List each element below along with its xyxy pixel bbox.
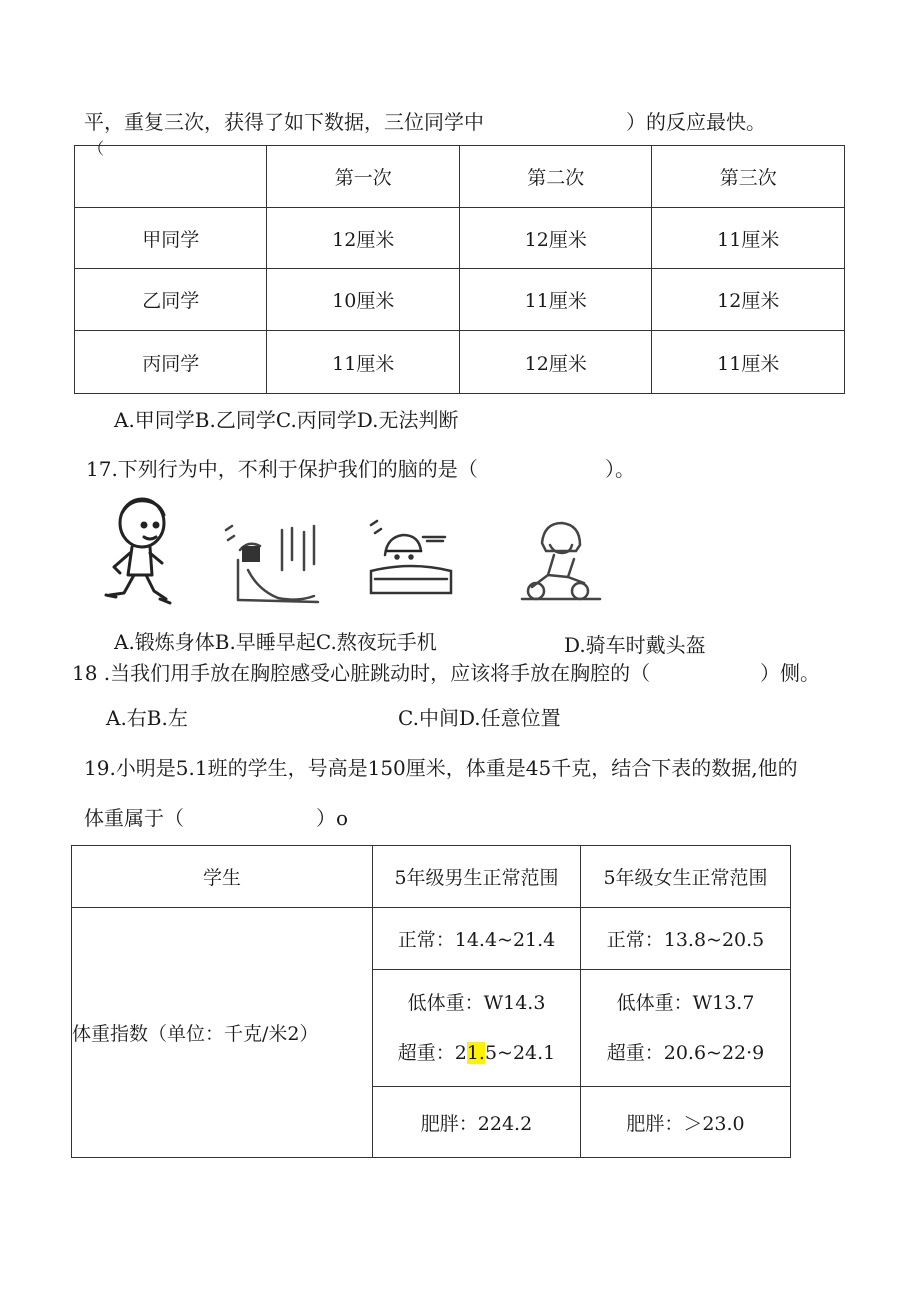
boys-obese-cell: 肥胖：224.2 — [373, 1087, 581, 1158]
table-row — [75, 208, 845, 269]
q16-intro-tail: ）的反应最快。 — [626, 110, 766, 134]
student-name-cell: 乙同学 — [75, 269, 267, 331]
table-cell: 10厘米 — [267, 269, 460, 331]
table-cell: 12厘米 — [459, 331, 652, 394]
table-cell: 11厘米 — [459, 269, 652, 331]
table-header-cell: 第一次 — [267, 146, 460, 208]
q19-bmi-table — [71, 845, 791, 1158]
table-header-row — [75, 146, 845, 208]
q16-options: A.甲同学B.乙同学C.丙同学D.无法判断 — [114, 408, 459, 432]
q18-options-ab: A.右B.左 — [106, 706, 188, 730]
table-cell: 12厘米 — [267, 208, 460, 269]
q19-stem-line2-tail: ）o — [316, 806, 349, 830]
q16-intro-text: 平，重复三次，获得了如下数据，三位同学中 — [84, 110, 484, 134]
header-student: 学生 — [72, 846, 373, 908]
highlight-mark: 1. — [466, 1042, 485, 1064]
q18-stem: 18 .当我们用手放在胸腔感受心脏跳动时，应该将手放在胸腔的（ — [72, 661, 651, 685]
girls-overweight: 超重：20.6~22·9 — [606, 1042, 765, 1064]
table-cell: 11厘米 — [652, 331, 845, 394]
running-boy-icon — [100, 495, 180, 613]
table-header-cell — [75, 146, 267, 208]
table-row — [75, 269, 845, 331]
q17-stem-tail: ）。 — [605, 457, 635, 481]
table-cell: 11厘米 — [652, 208, 845, 269]
student-name-cell: 甲同学 — [75, 208, 267, 269]
girls-obese-cell: 肥胖：＞23.0 — [581, 1087, 791, 1158]
q17-options-abc: A.锻炼身体B.早睡早起C.熬夜玩手机 — [114, 630, 437, 654]
q19-stem-line2-head: 体重属于（ — [84, 806, 184, 830]
q16-intro-line — [84, 110, 484, 134]
boys-overweight-prefix: 超重：2 — [397, 1042, 467, 1064]
boys-overweight-suffix: 5~24.1 — [484, 1042, 556, 1064]
table-header-cell: 第三次 — [652, 146, 845, 208]
sleeping-child-icon — [218, 510, 328, 610]
q19-stem-line1: 19.小明是5.1班的学生，号高是150厘米，体重是45千克，结合下表的数据,他的 — [84, 756, 798, 780]
helmet-rider-icon — [518, 515, 603, 607]
phone-in-bed-icon — [365, 515, 457, 597]
table-cell: 12厘米 — [652, 269, 845, 331]
boys-overweight — [373, 1040, 580, 1066]
girls-low-weight: 低体重：W13.7 — [616, 992, 755, 1014]
table-cell: 12厘米 — [459, 208, 652, 269]
student-name-cell: 丙同学 — [75, 331, 267, 394]
boys-low-weight: 低体重：W14.3 — [407, 992, 546, 1014]
header-boys-range: 5年级男生正常范围 — [373, 846, 581, 908]
bmi-row-label: 体重指数（单位：千克/米2） — [72, 908, 373, 1158]
girls-low-over-cell — [581, 970, 791, 1087]
q18-options-cd: C.中间D.任意位置 — [398, 706, 561, 730]
q17-stem: 17.下列行为中，不利于保护我们的脑的是（ — [86, 457, 478, 481]
header-girls-range: 5年级女生正常范围 — [581, 846, 791, 908]
q18-stem-tail: ）侧。 — [760, 661, 820, 685]
table-row — [75, 331, 845, 394]
table-cell: 11厘米 — [267, 331, 460, 394]
boys-low-over-cell — [373, 970, 581, 1087]
q16-open-paren: （ — [88, 139, 105, 158]
q16-reaction-table — [74, 145, 845, 394]
table-header-row — [72, 846, 791, 908]
q17-option-d: D.骑车时戴头盔 — [564, 633, 706, 657]
table-header-cell: 第二次 — [459, 146, 652, 208]
boys-normal-cell: 正常：14.4~21.4 — [373, 908, 581, 970]
girls-normal-cell: 正常：13.8~20.5 — [581, 908, 791, 970]
table-row — [72, 908, 791, 970]
